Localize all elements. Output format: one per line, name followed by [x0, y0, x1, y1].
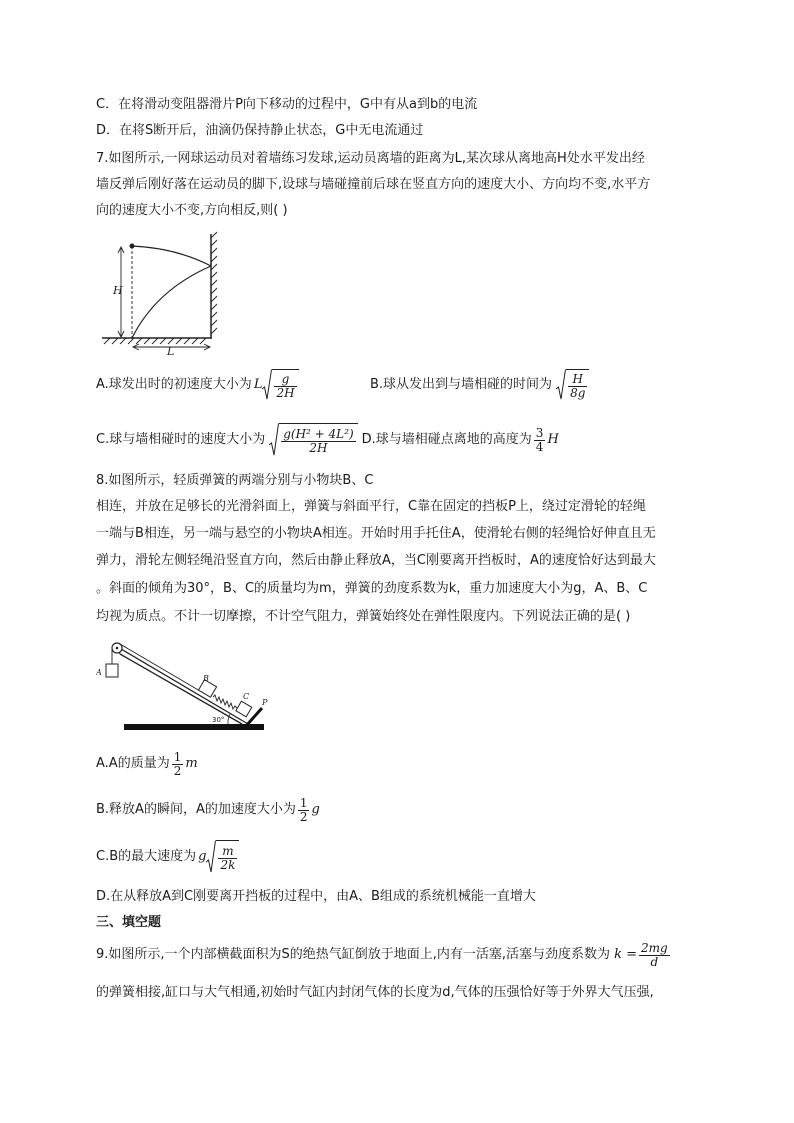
q8-a-den: 2 [173, 763, 182, 778]
q7-option-c [96, 422, 559, 458]
q7-c-num: g(H² + 4L²) [283, 426, 354, 441]
section-fill-in-title: 三、填空题 [96, 915, 162, 930]
q7-option-c-text: C.球与墙相碰时的速度大小为 [96, 432, 266, 447]
q8-stem-line-3: 一端与B相连，另一端与悬空的小物块A相连。开始时用手托住A，使滑轮右侧的轻绳恰好伸直且无 [96, 526, 656, 541]
fig-label-l: L [167, 345, 175, 356]
q8-a-var: m [185, 756, 198, 771]
q8-b-den: 2 [299, 809, 308, 824]
q8-option-c-text: C.B的最大速度为 [96, 849, 197, 864]
fig-label-p: P [262, 698, 268, 707]
q8-option-a [96, 748, 198, 780]
q8-c-den: 2k [220, 857, 236, 872]
q7-option-a-var: L [253, 377, 263, 392]
q8-option-a-text: A.A的质量为 [96, 756, 170, 771]
tennis-wall-figure [96, 228, 226, 356]
q7-stem-line-2: 墙反弹后刚好落在运动员的脚下,设球与墙碰撞前后球在竖直方向的速度大小、方向均不变,水平方 [96, 177, 651, 192]
q7-option-b-text: B.球从发出到与墙相碰的时间为 [370, 377, 553, 392]
q7-d-var: H [547, 432, 559, 447]
q8-stem-line-4: 弹力，滑轮左侧轻绳沿竖直方向，然后由静止释放A，当C刚要离开挡板时，A的速度恰好达到最大 [96, 553, 656, 568]
q8-option-b [96, 794, 320, 826]
q7-b-num: H [568, 373, 587, 387]
fig-label-angle: 30° [212, 716, 225, 724]
q7-option-b-sqrt [556, 369, 589, 401]
q8-b-fraction [298, 797, 310, 824]
q7-a-num: g [274, 373, 296, 387]
q9-k-num: 2mg [640, 940, 668, 955]
q8-c-g: g [198, 849, 207, 864]
q7-a-den: 2H [276, 385, 295, 400]
q8-option-d: D.在从释放A到C刚要离开挡板的过程中，由A、B组成的系统机械能一直增大 [96, 889, 536, 904]
q9-stem-text-1: 9.如图所示,一个内部横截面积为S的绝热气缸倒放于地面上,内有一活塞,活塞与劲度系数为 [96, 947, 611, 962]
q8-b-var: g [311, 802, 320, 817]
q6-option-d: D．在将S断开后，油滴仍保持静止状态，G中无电流通过 [96, 123, 424, 138]
q9-k-fraction [639, 942, 670, 969]
q8-option-c-sqrt [206, 840, 239, 874]
q7-d-den: 4 [535, 439, 544, 454]
q7-option-a-text: A.球发出时的初速度大小为 [96, 377, 252, 392]
fig-label-h: H [113, 284, 123, 297]
q7-c-den: 2H [309, 440, 328, 455]
q7-option-b [370, 368, 589, 402]
q8-option-c [96, 838, 239, 876]
q9-stem-line-1 [96, 938, 672, 972]
q8-a-fraction [172, 751, 184, 778]
q6-option-c: C．在将滑动变阻器滑片P向下移动的过程中，G中有从a到b的电流 [96, 97, 478, 112]
q8-b-num: 1 [299, 795, 308, 810]
q8-c-num: m [218, 845, 237, 859]
q7-option-a [96, 368, 299, 402]
q7-b-den: 8g [570, 385, 586, 400]
fig-label-b: B [203, 674, 209, 683]
q8-stem-line-5: 。斜面的倾角为30°，B、C的质量均为m，弹簧的劲度系数为k，重力加速度大小为g，A、B、C [96, 581, 648, 596]
incline-spring-figure [96, 634, 268, 736]
q8-stem-line-2: 相连，并放在足够长的光滑斜面上，弹簧与斜面平行，C靠在固定的挡板P上，绕过定滑轮的轻绳 [96, 499, 646, 514]
q9-k-expr: k = [614, 947, 637, 962]
q8-a-num: 1 [173, 749, 182, 764]
q8-option-b-text: B.释放A的瞬间，A的加速度大小为 [96, 802, 296, 817]
q7-stem-line-1: 7.如图所示,一网球运动员对着墙练习发球,运动员离墙的距离为L,某次球从离地高H处水平发出经 [96, 151, 645, 166]
q7-stem-line-3: 向的速度大小不变,方向相反,则( ) [96, 203, 288, 218]
q7-option-a-sqrt [262, 369, 298, 401]
q7-d-fraction [534, 427, 546, 454]
fig-label-a: A [96, 668, 102, 677]
q7-d-num: 3 [535, 425, 544, 440]
q7-option-c-sqrt [269, 423, 357, 457]
q7-option-d-text: D.球与墙相碰点离地的高度为 [361, 432, 532, 447]
q9-k-den: d [650, 954, 659, 969]
q9-stem-line-2: 的弹簧相接,缸口与大气相通,初始时气缸内封闭气体的长度为d,气体的压强恰好等于外界大气压强, [96, 985, 654, 1000]
q8-stem-line-1: 8.如图所示，轻质弹簧的两端分别与小物块B、C [96, 473, 374, 488]
fig-label-c: C [243, 692, 250, 701]
q8-stem-line-6: 均视为质点。不计一切摩擦，不计空气阻力，弹簧始终处在弹性限度内。下列说法正确的是( ) [96, 609, 631, 624]
